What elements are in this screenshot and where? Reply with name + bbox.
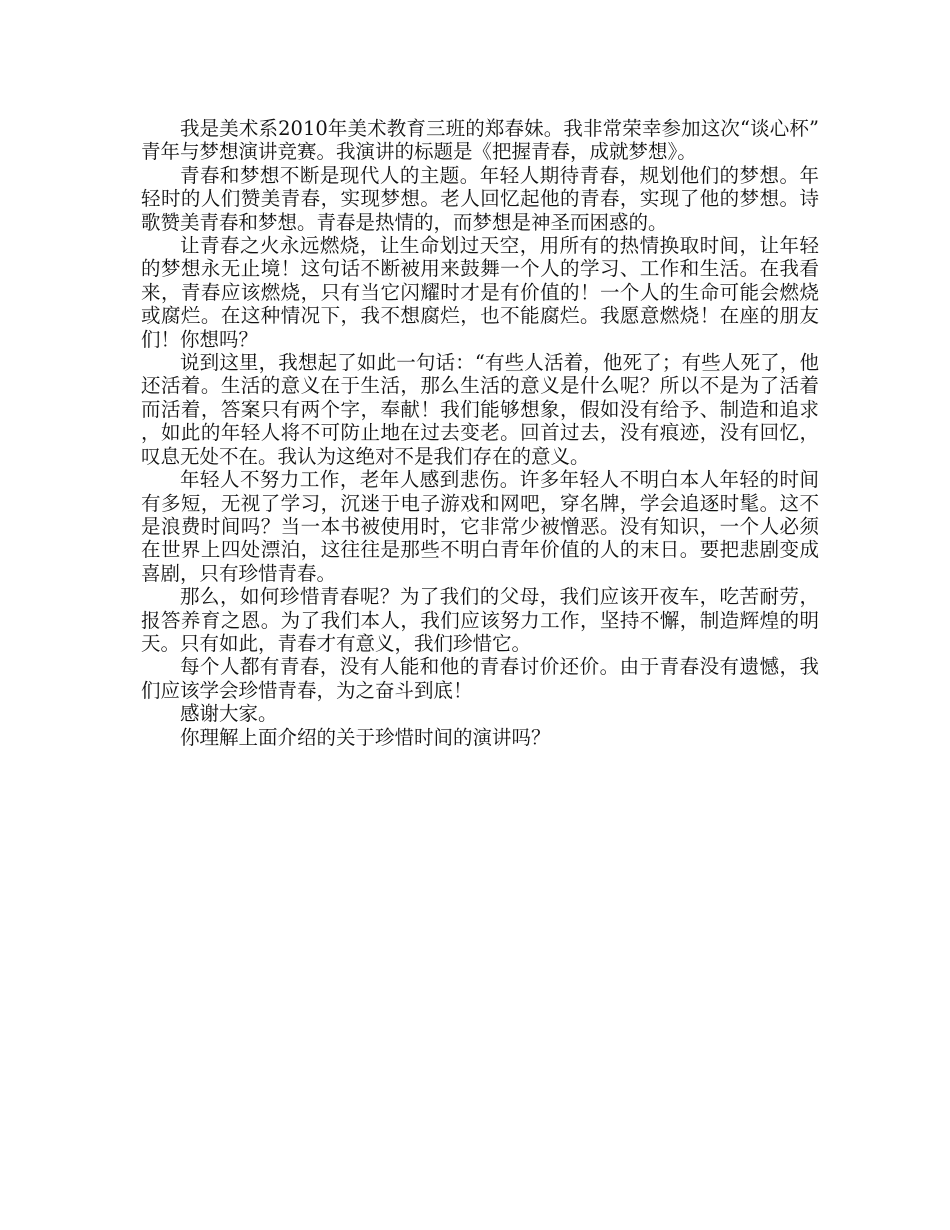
paragraph-no-regrets: 每个人都有青春，没有人能和他的青春讨价还价。由于青春没有遗憾，我们应该学会珍惜青春，为之奋斗到底！ [141, 655, 819, 702]
speech-text-body [141, 117, 819, 749]
paragraph-closing-question: 你理解上面介绍的关于珍惜时间的演讲吗？ [180, 725, 551, 749]
paragraph-wasting-time: 年轻人不努力工作，老年人感到悲伤。许多年轻人不明白本人年轻的时间有多短，无视了学习，沉迷于电子游戏和网吧，穿名牌，学会追逐时髦。这不是浪费时间吗？当一本书被使用时，它非常少被憎恶。没有知识，一个人必须在世界上四处漂泊，这往往是那些不明白青年价值的人的末日。要把悲剧变成喜剧，只有珍惜青春。 [141, 468, 819, 585]
paragraph-thanks: 感谢大家。 [180, 702, 278, 726]
paragraph-intro: 我是美术系2010年美术教育三班的郑春妹。我非常荣幸参加这次“谈心杯”青年与梦想演讲竞赛。我演讲的标题是《把握青春，成就梦想》。 [141, 117, 819, 164]
paragraph-meaning-of-life: 说到这里，我想起了如此一句话：“有些人活着，他死了；有些人死了，他还活着。生活的意义在于生活，那么生活的意义是什么呢？所以不是为了活着而活着，答案只有两个字，奉献！我们能够想象，假如没有给予、制造和追求，如此的年轻人将不可防止地在过去变老。回首过去，没有痕迹，没有回忆，叹息无处不在。我认为这绝对不是我们存在的意义。 [141, 351, 819, 468]
paragraph-burning-youth: 让青春之火永远燃烧，让生命划过天空，用所有的热情换取时间，让年轻的梦想永无止境！这句话不断被用来鼓舞一个人的学习、工作和生活。在我看来，青春应该燃烧，只有当它闪耀时才是有价值的！一个人的生命可能会燃烧或腐烂。在这种情况下，我不想腐烂，也不能腐烂。我愿意燃烧！在座的朋友们！你想吗？ [141, 234, 819, 351]
paragraph-youth-and-dreams: 青春和梦想不断是现代人的主题。年轻人期待青春，规划他们的梦想。年轻时的人们赞美青春，实现梦想。老人回忆起他的青春，实现了他的梦想。诗歌赞美青春和梦想。青春是热情的，而梦想是神圣而困惑的。 [141, 163, 819, 234]
paragraph-cherish-youth: 那么，如何珍惜青春呢？为了我们的父母，我们应该开夜车，吃苦耐劳，报答养育之恩。为了我们本人，我们应该努力工作，坚持不懈，制造辉煌的明天。只有如此，青春才有意义，我们珍惜它。 [141, 585, 819, 655]
